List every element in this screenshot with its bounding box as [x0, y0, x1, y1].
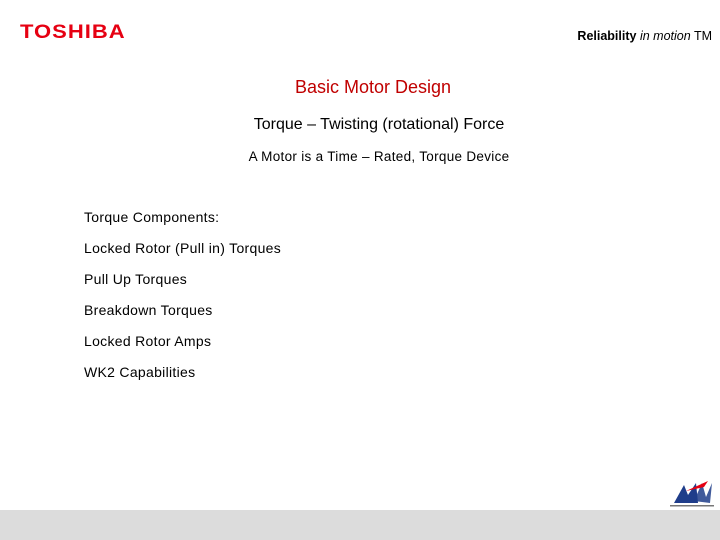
tagline [577, 29, 712, 43]
list-item: Locked Rotor (Pull in) Torques [84, 240, 282, 256]
footer-bar [0, 510, 720, 540]
list-item: Pull Up Torques [84, 271, 188, 287]
slide-subtitle: Torque – Twisting (rotational) Force [253, 116, 505, 133]
torque-components-list [84, 208, 281, 394]
tagline-italic: in motion [639, 29, 691, 43]
list-item: Locked Rotor Amps [84, 333, 212, 349]
list-item: Breakdown Torques [84, 302, 213, 318]
tagline-bold: Reliability [577, 29, 637, 43]
toshiba-logo: TOSHIBA [20, 20, 126, 43]
trademark: TM [693, 29, 712, 43]
slide-subline: A Motor is a Time – Rated, Torque Device [248, 149, 510, 164]
slide-title: Basic Motor Design [294, 77, 452, 97]
list-heading: Torque Components: [84, 209, 220, 225]
list-item: WK2 Capabilities [84, 364, 196, 380]
logo-caption-mark [670, 504, 720, 508]
